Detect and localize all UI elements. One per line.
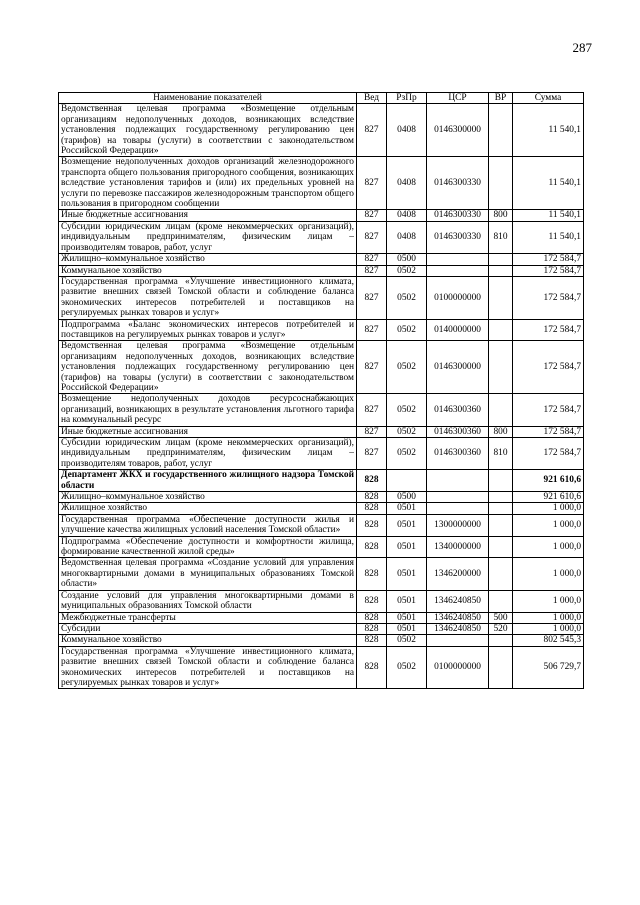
ved-code-cell: 828: [357, 623, 387, 634]
indicator-name-cell: Департамент ЖКХ и государственного жилищного надзора Томской области: [59, 470, 357, 492]
indicator-name-cell: Субсидии юридическим лицам (кроме некоммерческих организаций), индивидуальным предпринимателям, физическим лицам – производителям товаров, работ, услуг: [59, 221, 357, 253]
table-row: [59, 221, 584, 253]
indicator-name-cell: Подпрограмма «Обеспечение доступности и комфортности жилища, формирование качественной жилой среды»: [59, 536, 357, 558]
header-name: Наименование показателей: [59, 93, 357, 104]
ved-code-cell: 827: [357, 104, 387, 157]
vr-code-cell: [489, 492, 513, 503]
indicator-name-cell: Межбюджетные трансферты: [59, 612, 357, 623]
csr-code-cell: 0100000000: [427, 646, 489, 689]
rzpr-code-cell: 0502: [387, 394, 427, 426]
csr-code-cell: 0146300360: [427, 394, 489, 426]
csr-code-cell: 0140000000: [427, 319, 489, 341]
rzpr-code-cell: 0501: [387, 590, 427, 612]
budget-table: [58, 92, 584, 689]
rzpr-code-cell: 0501: [387, 612, 427, 623]
vr-code-cell: [489, 558, 513, 590]
indicator-name-cell: Государственная программа «Улучшение инвестиционного климата, развитие внешних связей Томской области и соблюдение баланса экономических интересов потребителей и поставщиков на регулируемых рынках товаров и услуг»: [59, 646, 357, 689]
csr-code-cell: 0146300360: [427, 438, 489, 470]
amount-cell: 172 584,7: [513, 265, 584, 276]
rzpr-code-cell: 0502: [387, 438, 427, 470]
indicator-name-cell: Иные бюджетные ассигнования: [59, 210, 357, 221]
indicator-name-cell: Ведомственная целевая программа «Возмещение отдельным организациям недополученных доходов, возникающих вследствие установления подлежащих государственному регулированию цен (тарифов) на товары (услуги) в соответствии с законодательством Российской Федерации»: [59, 104, 357, 157]
vr-code-cell: 810: [489, 438, 513, 470]
vr-code-cell: 500: [489, 612, 513, 623]
ved-code-cell: 828: [357, 492, 387, 503]
ved-code-cell: 827: [357, 157, 387, 210]
indicator-name-cell: Жилищно–коммунальное хозяйство: [59, 254, 357, 265]
vr-code-cell: 810: [489, 221, 513, 253]
vr-code-cell: [489, 470, 513, 492]
indicator-name-cell: Ведомственная целевая программа «Создание условий для управления многоквартирными домами в муниципальных образованиях Томской области»: [59, 558, 357, 590]
ved-code-cell: 828: [357, 558, 387, 590]
csr-code-cell: 0146300000: [427, 104, 489, 157]
csr-code-cell: 0146300330: [427, 221, 489, 253]
rzpr-code-cell: 0502: [387, 635, 427, 646]
amount-cell: 921 610,6: [513, 470, 584, 492]
rzpr-code-cell: 0501: [387, 558, 427, 590]
table-row: [59, 536, 584, 558]
ved-code-cell: 828: [357, 635, 387, 646]
csr-code-cell: 0146300360: [427, 426, 489, 437]
csr-code-cell: 0100000000: [427, 276, 489, 319]
table-row: [59, 514, 584, 536]
csr-code-cell: 1340000000: [427, 536, 489, 558]
amount-cell: 1 000,0: [513, 590, 584, 612]
rzpr-code-cell: 0501: [387, 623, 427, 634]
indicator-name-cell: Жилищное хозяйство: [59, 503, 357, 514]
vr-code-cell: 800: [489, 426, 513, 437]
amount-cell: 11 540,1: [513, 210, 584, 221]
vr-code-cell: [489, 157, 513, 210]
amount-cell: 11 540,1: [513, 104, 584, 157]
ved-code-cell: 827: [357, 394, 387, 426]
ved-code-cell: 827: [357, 265, 387, 276]
vr-code-cell: [489, 514, 513, 536]
amount-cell: 172 584,7: [513, 394, 584, 426]
ved-code-cell: 827: [357, 438, 387, 470]
rzpr-code-cell: 0502: [387, 276, 427, 319]
amount-cell: 1 000,0: [513, 558, 584, 590]
header-ved: Вед: [357, 93, 387, 104]
amount-cell: 172 584,7: [513, 319, 584, 341]
rzpr-code-cell: 0502: [387, 646, 427, 689]
rzpr-code-cell: 0501: [387, 536, 427, 558]
csr-code-cell: [427, 265, 489, 276]
amount-cell: 1 000,0: [513, 623, 584, 634]
table-header-row: [59, 93, 584, 104]
csr-code-cell: 0146300330: [427, 210, 489, 221]
vr-code-cell: [489, 394, 513, 426]
table-row: [59, 254, 584, 265]
csr-code-cell: 1346240850: [427, 590, 489, 612]
rzpr-code-cell: 0500: [387, 492, 427, 503]
csr-code-cell: [427, 503, 489, 514]
table-row: [59, 104, 584, 157]
vr-code-cell: [489, 319, 513, 341]
csr-code-cell: 1346240850: [427, 623, 489, 634]
vr-code-cell: [489, 503, 513, 514]
table-row: [59, 558, 584, 590]
amount-cell: 1 000,0: [513, 503, 584, 514]
rzpr-code-cell: 0408: [387, 104, 427, 157]
indicator-name-cell: Субсидии: [59, 623, 357, 634]
vr-code-cell: [489, 254, 513, 265]
rzpr-code-cell: 0408: [387, 157, 427, 210]
rzpr-code-cell: 0502: [387, 265, 427, 276]
amount-cell: 172 584,7: [513, 254, 584, 265]
indicator-name-cell: Жилищно–коммунальное хозяйство: [59, 492, 357, 503]
amount-cell: 1 000,0: [513, 536, 584, 558]
rzpr-code-cell: 0408: [387, 210, 427, 221]
table-row: [59, 635, 584, 646]
vr-code-cell: [489, 536, 513, 558]
table-row: [59, 646, 584, 689]
rzpr-code-cell: 0502: [387, 319, 427, 341]
table-row: [59, 426, 584, 437]
table-row: [59, 492, 584, 503]
rzpr-code-cell: 0501: [387, 503, 427, 514]
ved-code-cell: 828: [357, 646, 387, 689]
ved-code-cell: 828: [357, 503, 387, 514]
indicator-name-cell: Субсидии юридическим лицам (кроме некоммерческих организаций), индивидуальным предпринимателям, физическим лицам – производителям товаров, работ, услуг: [59, 438, 357, 470]
ved-code-cell: 827: [357, 221, 387, 253]
table-row: [59, 276, 584, 319]
csr-code-cell: 0146300330: [427, 157, 489, 210]
amount-cell: 11 540,1: [513, 157, 584, 210]
table-row: [59, 341, 584, 394]
indicator-name-cell: Создание условий для управления многоквартирными домами в муниципальных образованиях Томской области: [59, 590, 357, 612]
table-row: [59, 157, 584, 210]
rzpr-code-cell: 0501: [387, 514, 427, 536]
indicator-name-cell: Возмещение недополученных доходов организаций железнодорожного транспорта общего пользования пригородного сообщения, возникающих вследствие установления тарифов и (или) их предельных уровней на услуги по перевозке пассажиров железнодорожным транспортом общего пользования в пригородном сообщении: [59, 157, 357, 210]
ved-code-cell: 828: [357, 514, 387, 536]
vr-code-cell: [489, 646, 513, 689]
table-row: [59, 319, 584, 341]
table-body: [59, 104, 584, 689]
ved-code-cell: 827: [357, 319, 387, 341]
table-row: [59, 503, 584, 514]
ved-code-cell: 827: [357, 254, 387, 265]
vr-code-cell: 800: [489, 210, 513, 221]
amount-cell: 11 540,1: [513, 221, 584, 253]
amount-cell: 1 000,0: [513, 514, 584, 536]
header-sum: Сумма: [513, 93, 584, 104]
table-row: [59, 612, 584, 623]
amount-cell: 1 000,0: [513, 612, 584, 623]
ved-code-cell: 828: [357, 590, 387, 612]
csr-code-cell: 1300000000: [427, 514, 489, 536]
ved-code-cell: 827: [357, 426, 387, 437]
table-row: [59, 590, 584, 612]
indicator-name-cell: Подпрограмма «Баланс экономических интересов потребителей и поставщиков на регулируемых рынках товаров и услуг»: [59, 319, 357, 341]
amount-cell: 802 545,3: [513, 635, 584, 646]
indicator-name-cell: Коммунальное хозяйство: [59, 635, 357, 646]
csr-code-cell: [427, 635, 489, 646]
vr-code-cell: [489, 341, 513, 394]
vr-code-cell: [489, 265, 513, 276]
amount-cell: 172 584,7: [513, 438, 584, 470]
amount-cell: 921 610,6: [513, 492, 584, 503]
ved-code-cell: 828: [357, 536, 387, 558]
indicator-name-cell: Государственная программа «Обеспечение доступности жилья и улучшение качества жилищных условий населения Томской области»: [59, 514, 357, 536]
amount-cell: 172 584,7: [513, 426, 584, 437]
ved-code-cell: 827: [357, 210, 387, 221]
indicator-name-cell: Возмещение недополученных доходов ресурсоснабжающих организаций, возникающих в результате установления льготного тарифа на коммунальный ресурс: [59, 394, 357, 426]
rzpr-code-cell: [387, 470, 427, 492]
amount-cell: 172 584,7: [513, 276, 584, 319]
page-number: 287: [572, 40, 592, 55]
amount-cell: 506 729,7: [513, 646, 584, 689]
rzpr-code-cell: 0500: [387, 254, 427, 265]
indicator-name-cell: Ведомственная целевая программа «Возмещение отдельным организациям недополученных доходов, возникающих вследствие установления подлежащих государственному регулированию цен (тарифов) на товары (услуги) в соответствии с законодательством Российской Федерации»: [59, 341, 357, 394]
csr-code-cell: 0146300000: [427, 341, 489, 394]
vr-code-cell: [489, 590, 513, 612]
vr-code-cell: [489, 104, 513, 157]
csr-code-cell: 1346240850: [427, 612, 489, 623]
table-row: [59, 623, 584, 634]
vr-code-cell: [489, 276, 513, 319]
table-row: [59, 265, 584, 276]
table-row: [59, 470, 584, 492]
table-row: [59, 210, 584, 221]
rzpr-code-cell: 0408: [387, 221, 427, 253]
ved-code-cell: 828: [357, 612, 387, 623]
header-vr: ВР: [489, 93, 513, 104]
vr-code-cell: 520: [489, 623, 513, 634]
header-csr: ЦСР: [427, 93, 489, 104]
ved-code-cell: 827: [357, 341, 387, 394]
amount-cell: 172 584,7: [513, 341, 584, 394]
vr-code-cell: [489, 635, 513, 646]
ved-code-cell: 828: [357, 470, 387, 492]
table-row: [59, 394, 584, 426]
table-row: [59, 438, 584, 470]
rzpr-code-cell: 0502: [387, 426, 427, 437]
indicator-name-cell: Иные бюджетные ассигнования: [59, 426, 357, 437]
ved-code-cell: 827: [357, 276, 387, 319]
csr-code-cell: [427, 254, 489, 265]
rzpr-code-cell: 0502: [387, 341, 427, 394]
csr-code-cell: [427, 492, 489, 503]
csr-code-cell: 1346200000: [427, 558, 489, 590]
header-rzpr: РзПр: [387, 93, 427, 104]
csr-code-cell: [427, 470, 489, 492]
indicator-name-cell: Коммунальное хозяйство: [59, 265, 357, 276]
indicator-name-cell: Государственная программа «Улучшение инвестиционного климата, развитие внешних связей Томской области и соблюдение баланса экономических интересов потребителей и поставщиков на регулируемых рынках товаров и услуг»: [59, 276, 357, 319]
